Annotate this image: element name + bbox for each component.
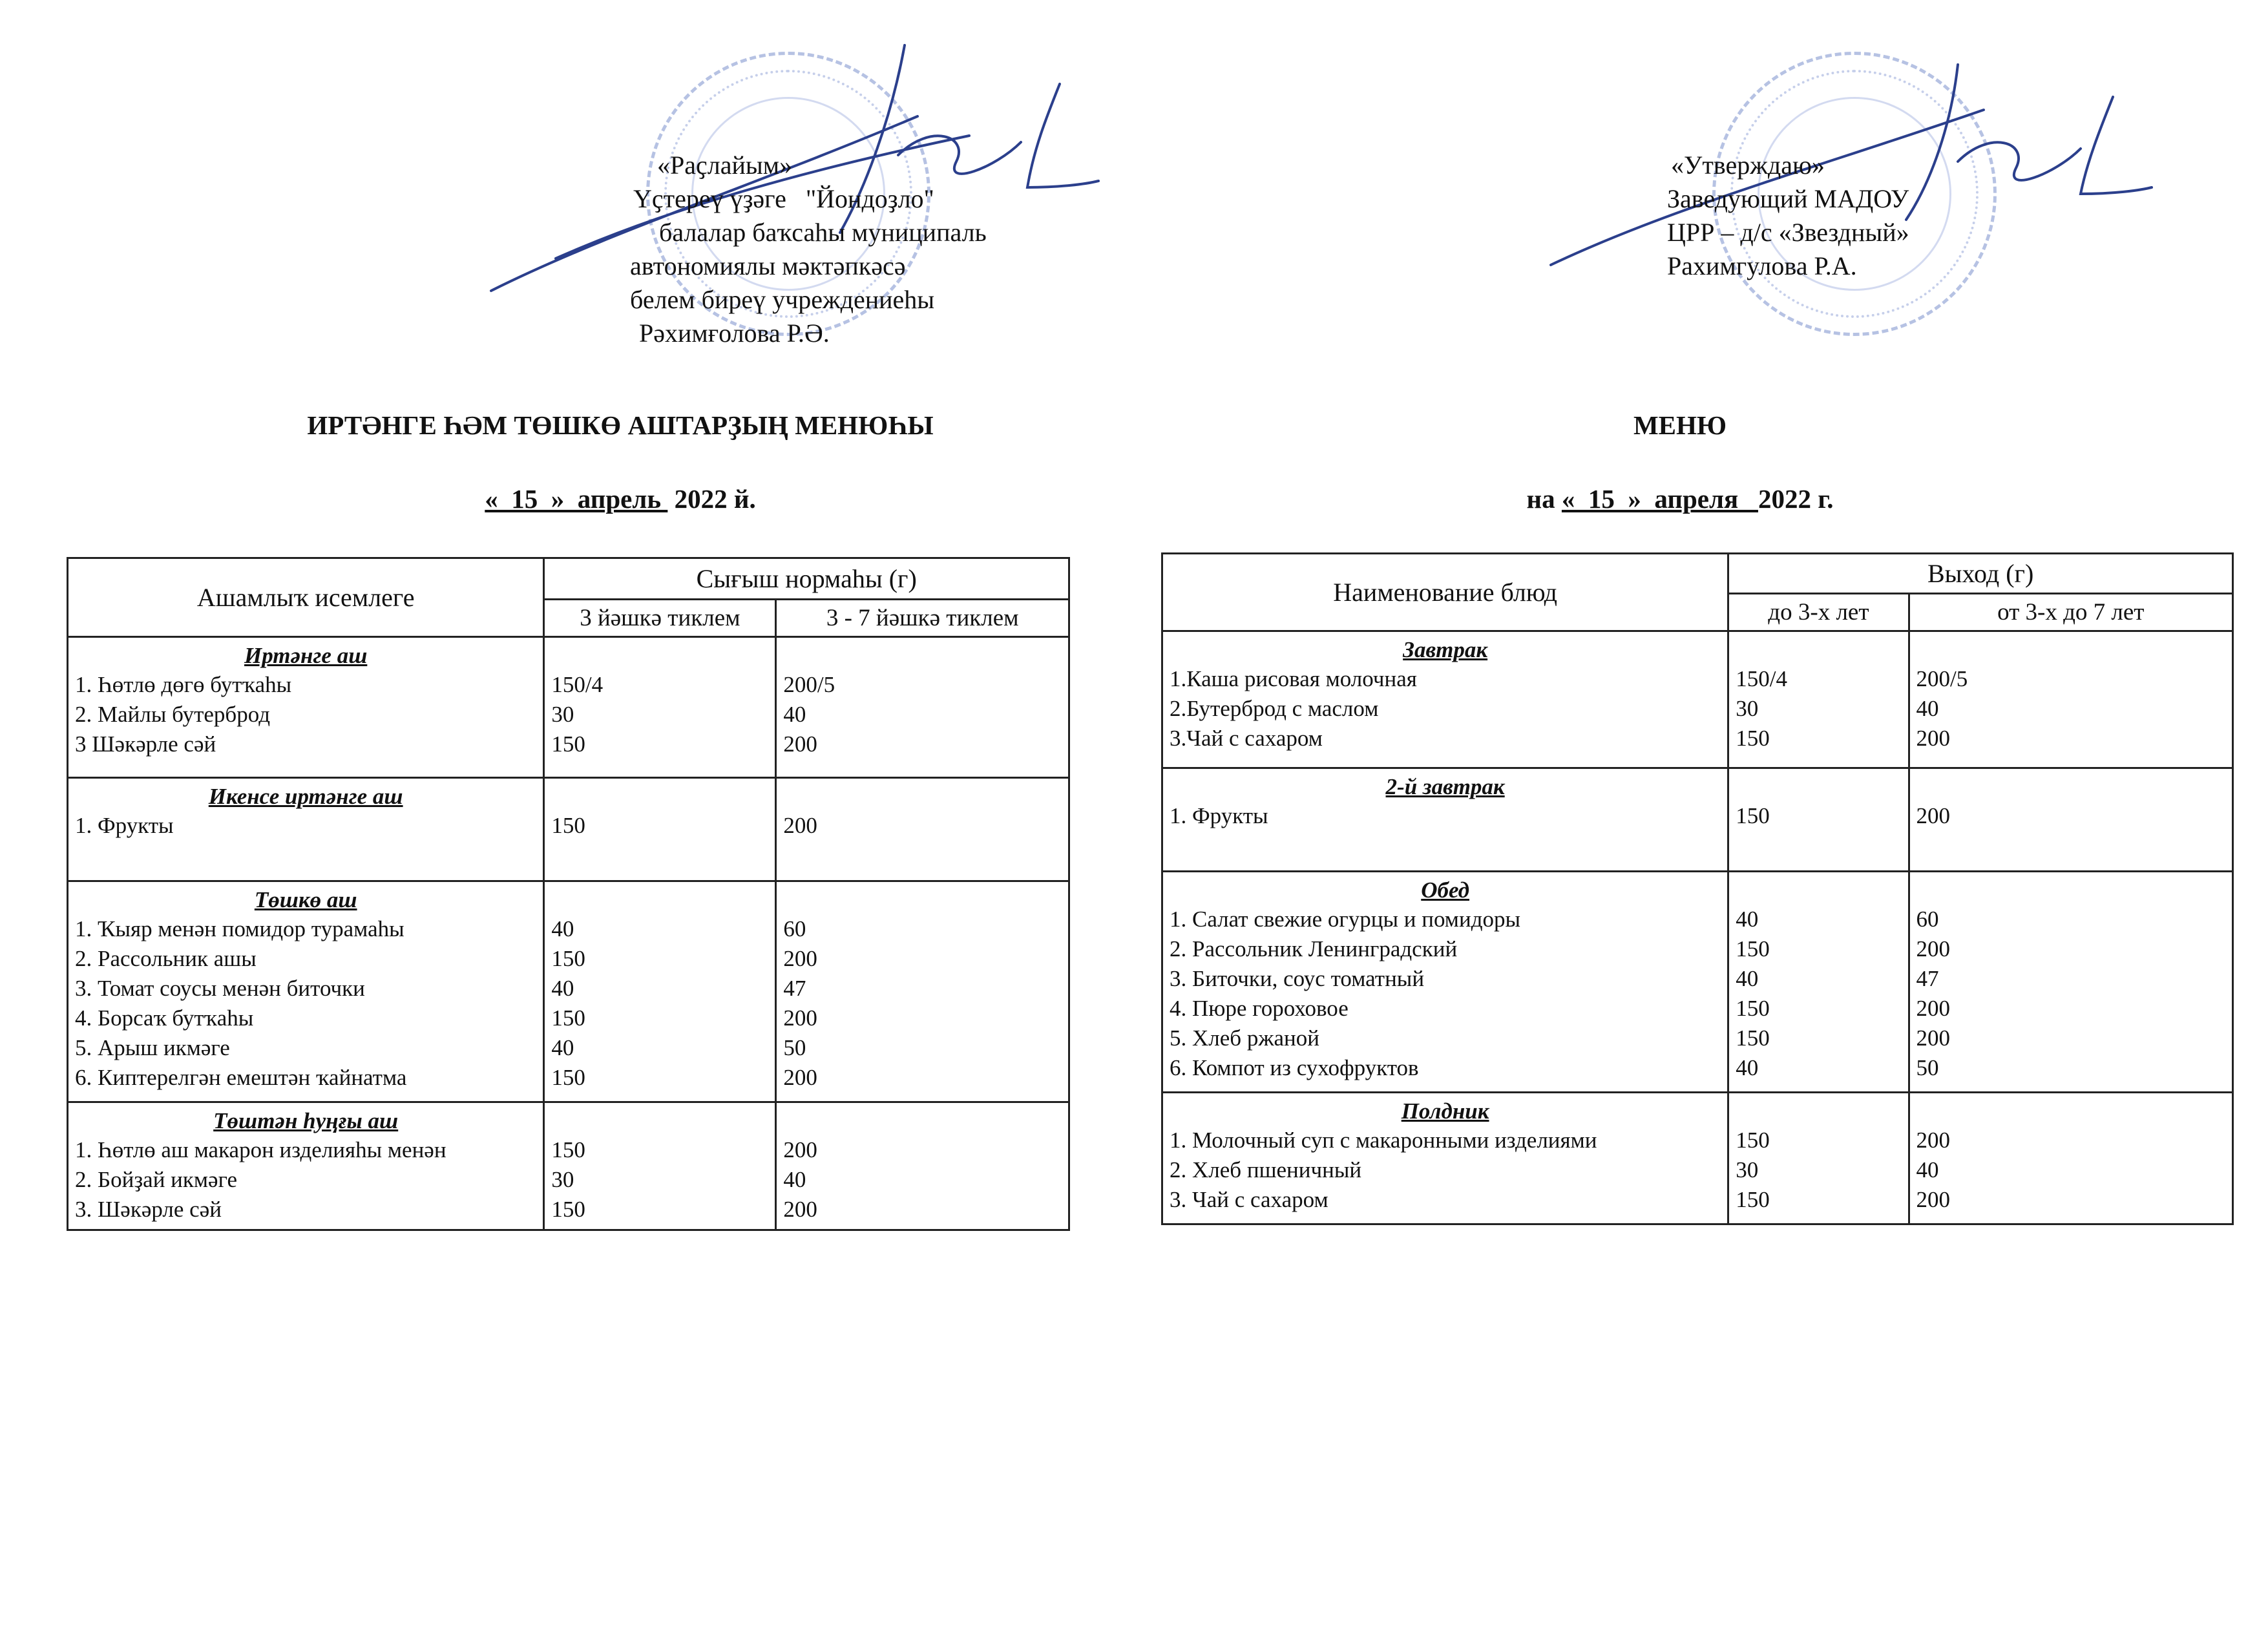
column-header-age-a: 3 йәшкә тиклем [544, 600, 776, 637]
menu-table-right [1161, 552, 2234, 1225]
dish-item: 5. Хлеб ржаной [1170, 1025, 1320, 1051]
dish-item: 2.Бутерброд с маслом [1170, 696, 1379, 721]
meal-title: Обед [1421, 877, 1470, 903]
portion-value: 150/4 [1736, 666, 1787, 691]
portion-value: 200 [783, 946, 817, 971]
portion-value: 40 [1736, 966, 1759, 991]
dish-item: 2. Рассольник ашы [75, 946, 257, 971]
date-underlined: « 15 » апрель [485, 484, 668, 514]
dish-item: 1. Һөтлө дөгө бутҡаһы [75, 672, 292, 697]
portion-value: 47 [783, 976, 806, 1001]
portion-value: 200/5 [1916, 666, 1968, 691]
portion-value: 200 [783, 1197, 817, 1222]
column-header-age-b: от 3-х до 7 лет [1909, 594, 2232, 631]
portion-value: 30 [551, 1167, 574, 1192]
column-header-age-b: 3 - 7 йәшкә тиклем [776, 600, 1069, 637]
menu-table-left [67, 557, 1070, 1231]
portion-value: 200 [783, 813, 817, 838]
table-row-meal [68, 881, 1069, 1102]
portion-value: 200 [1916, 803, 1951, 828]
portion-value: 150 [551, 1005, 585, 1031]
portion-value: 40 [551, 976, 574, 1001]
portion-value: 30 [551, 702, 574, 727]
dish-item: 6. Киптерелгән емештән ҡайнатма [75, 1065, 407, 1090]
table-row-meal [1162, 872, 2233, 1093]
portion-value: 150 [551, 813, 585, 838]
dish-item: 2. Бойҙай икмәге [75, 1167, 238, 1192]
approval-line-2: Заведующий МАДОУ [1667, 184, 1909, 213]
portion-value: 150 [551, 946, 585, 971]
portion-value: 150 [1736, 803, 1770, 828]
portion-value: 30 [1736, 696, 1759, 721]
approval-line-1: «Утверждаю» [1671, 151, 1825, 180]
page-title-right: МЕНЮ [1633, 410, 1727, 440]
date-line-right [1422, 483, 1938, 514]
dish-item: 3. Чай с сахаром [1170, 1187, 1328, 1212]
portion-value: 60 [783, 916, 806, 941]
dish-item: 3 Шәкәрле сәй [75, 731, 216, 757]
column-header-dish-name: Наименование блюд [1162, 554, 1728, 631]
portion-value: 200 [783, 1065, 817, 1090]
dish-item: 2. Хлеб пшеничный [1170, 1157, 1362, 1182]
dish-item: 3. Шәкәрле сәй [75, 1197, 222, 1222]
table-row-meal [68, 778, 1069, 881]
table-row-meal [68, 1102, 1069, 1230]
dish-item: 1. Һөтлө аш макарон изделияһы менән [75, 1137, 446, 1162]
portion-value: 200 [783, 1137, 817, 1162]
dish-item: 1. Молочный суп с макаронными изделиями [1170, 1128, 1597, 1153]
date-underlined: « 15 » апреля [1561, 484, 1758, 514]
dish-item: 2. Рассольник Ленинградский [1170, 936, 1458, 961]
portion-value: 200 [1916, 996, 1951, 1021]
meal-title: Төштән һуңғы аш [213, 1108, 399, 1133]
table-row-meal [68, 637, 1069, 778]
portion-value: 150 [1736, 936, 1770, 961]
portion-value: 150 [551, 1197, 585, 1222]
portion-value: 40 [1916, 696, 1939, 721]
portion-value: 150 [1736, 1025, 1770, 1051]
dish-item: 3. Томат соусы менән биточки [75, 976, 365, 1001]
approval-block-left [630, 149, 987, 350]
dish-item: 2. Майлы бутерброд [75, 702, 271, 727]
portion-value: 200 [783, 731, 817, 757]
approval-block-right [1667, 149, 1909, 283]
portion-value: 200 [1916, 1187, 1951, 1212]
approval-line-5: белем биреү учреждениеһы [630, 285, 935, 314]
portion-value: 40 [551, 916, 574, 941]
portion-value: 200/5 [783, 672, 835, 697]
dish-item: 3. Биточки, соус томатный [1170, 966, 1425, 991]
portion-value: 150 [1736, 1187, 1770, 1212]
portion-value: 50 [1916, 1055, 1939, 1080]
portion-value: 40 [783, 1167, 806, 1192]
dish-item: 6. Компот из сухофруктов [1170, 1055, 1419, 1080]
portion-value: 150 [551, 731, 585, 757]
portion-value: 47 [1916, 966, 1939, 991]
portion-value: 150 [1736, 726, 1770, 751]
portion-value: 40 [783, 702, 806, 727]
dish-item: 1. Салат свежие огурцы и помидоры [1170, 907, 1521, 932]
column-header-output-group: Сығыш нормаһы (г) [544, 558, 1069, 600]
date-prefix: на [1526, 484, 1562, 514]
date-suffix: 2022 г. [1758, 484, 1834, 514]
portion-value: 150/4 [551, 672, 604, 697]
portion-value: 150 [551, 1137, 585, 1162]
meal-title: Икенсе иртәнге аш [208, 784, 403, 809]
approval-line-2: Үҫтереү үҙәге "Йондоҙло" [633, 184, 934, 213]
table-row-meal [1162, 631, 2233, 768]
approval-line-3: ЦРР – д/с «Звездный» [1667, 218, 1909, 247]
portion-value: 150 [1736, 1128, 1770, 1153]
column-header-age-a: до 3-х лет [1728, 594, 1909, 631]
meal-title: 2-й завтрак [1385, 774, 1505, 799]
meal-title: Полдник [1401, 1098, 1489, 1124]
meal-title: Завтрак [1403, 637, 1488, 662]
portion-value: 40 [1736, 907, 1759, 932]
dish-item: 1.Каша рисовая молочная [1170, 666, 1417, 691]
dish-item: 1. Ҡыяр менән помидор турамаһы [75, 916, 404, 941]
portion-value: 40 [551, 1035, 574, 1060]
portion-value: 200 [1916, 1128, 1951, 1153]
portion-value: 150 [551, 1065, 585, 1090]
portion-value: 40 [1916, 1157, 1939, 1182]
dish-item: 4. Пюре гороховое [1170, 996, 1349, 1021]
approval-line-1: «Раҫлайым» [657, 151, 793, 180]
meal-title: Иртәнге аш [244, 643, 368, 668]
approval-line-4: автономиялы мәктәпкәсә [630, 251, 906, 280]
portion-value: 50 [783, 1035, 806, 1060]
dish-item: 1. Фрукты [75, 813, 174, 838]
portion-value: 150 [1736, 996, 1770, 1021]
portion-value: 40 [1736, 1055, 1759, 1080]
approval-signatory: Рахимгулова Р.А. [1667, 251, 1857, 280]
column-header-dish-name: Ашамлыҡ исемлеге [68, 558, 544, 637]
portion-value: 200 [1916, 1025, 1951, 1051]
approval-signatory: Рәхимғолова Р.Ә. [633, 319, 830, 348]
page-title-left: ИРТӘНГЕ ҺӘМ ТӨШКӨ АШТАРҘЫҢ МЕНЮҺЫ [307, 410, 934, 440]
dish-item: 4. Борсаҡ бутҡаһы [75, 1005, 254, 1031]
dish-item: 3.Чай с сахаром [1170, 726, 1323, 751]
portion-value: 30 [1736, 1157, 1759, 1182]
portion-value: 200 [1916, 726, 1951, 751]
portion-value: 200 [783, 1005, 817, 1031]
portion-value: 60 [1916, 907, 1939, 932]
approval-line-3: балалар баҡсаһы муниципаль [633, 218, 987, 247]
date-line-left [220, 483, 1021, 514]
table-row-meal [1162, 1093, 2233, 1224]
column-header-output-group: Выход (г) [1728, 554, 2233, 594]
table-row-meal [1162, 768, 2233, 872]
dish-item: 1. Фрукты [1170, 803, 1268, 828]
portion-value: 200 [1916, 936, 1951, 961]
meal-title: Төшкө аш [254, 887, 357, 912]
dish-item: 5. Арыш икмәге [75, 1035, 230, 1060]
date-suffix: 2022 й. [667, 484, 756, 514]
